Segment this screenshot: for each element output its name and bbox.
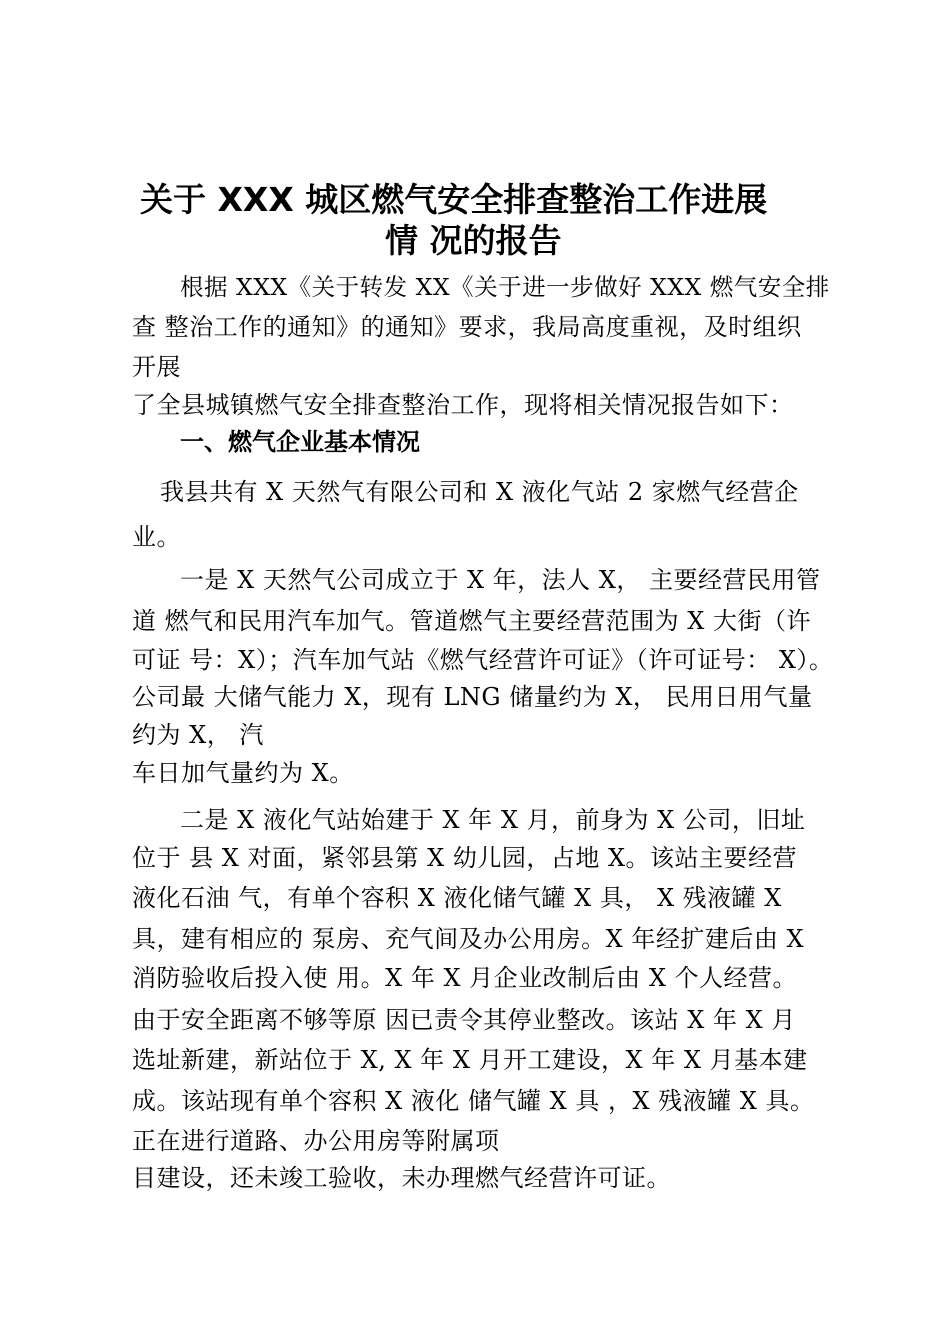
paragraph-4-line-7: 选址新建，新站位于 X, X 年 X 月开工建设，X 年 X 月基本建 [132, 1046, 808, 1074]
paragraph-1-line-4: 了全县城镇燃气安全排查整治工作，现将相关情况报告如下： [132, 391, 794, 419]
paragraph-1-line-3: 开展 [132, 353, 181, 381]
paragraph-2-line-2: 业。 [132, 523, 181, 551]
paragraph-2-line-1: 我县共有 X 天然气有限公司和 X 液化气站 2 家燃气经营企 [160, 478, 799, 506]
paragraph-4-line-8: 成。该站现有单个容积 X 液化 储气罐 X 具 ，X 残液罐 X 具。 [132, 1087, 815, 1115]
paragraph-3-line-6: 车日加气量约为 X。 [132, 759, 354, 787]
paragraph-4-line-9: 正在进行道路、办公用房等附属项 [132, 1127, 500, 1155]
section-heading: 一、燃气企业基本情况 [180, 428, 420, 456]
paragraph-3-line-5: 约为 X， 汽 [132, 721, 264, 749]
paragraph-4-line-10: 目建设，还未竣工验收，未办理燃气经营许可证。 [132, 1164, 671, 1192]
paragraph-4-line-3: 液化石油 气，有单个容积 X 液化储气罐 X 具， X 残液罐 X [132, 884, 782, 912]
paragraph-3-line-2: 道 燃气和民用汽车加气。管道燃气主要经营范围为 X 大街（许 [132, 607, 811, 635]
paragraph-4-line-2: 位于 县 X 对面，紧邻县第 X 幼儿园，占地 X。该站主要经营 [132, 844, 798, 872]
paragraph-1-line-2: 查 整治工作的通知》的通知》要求，我局高度重视，及时组织 [132, 313, 802, 341]
paragraph-4-line-1: 二是 X 液化气站始建于 X 年 X 月，前身为 X 公司，旧址 [180, 806, 806, 834]
document-page: 关于 XXX 城区燃气安全排查整治工作进展 情 况的报告 根据 XXX《关于转发 XX《关于进一步做好 XXX 燃气安全排 查 整治工作的通知》的通知》要求，我局高度重视，及时组织 开展 了全县城镇燃气安全排查整治工作，现将相关情况报告如下： 一、燃气企业基本情况 我县共有 X 天然气有限公司和 X 液化气站 2 家燃气经营企 业。 一是 X 天然气公司成立于 X 年，法人 X， 主要经营民用管 道 燃气和民用汽车加气。管道燃气主要经营范围为 X 大街（许 可证 号：X）；汽车加气站《燃气经营许可证》（许可证号： X）。 公司最 大储气能力 X，现有 LNG 储量约为 X， 民用日用气量 约为 X， 汽 车日加气量约为 X。 二是 X 液化气站始建于 X 年 X 月，前身为 X 公司，旧址 位于 县 X 对面，紧邻县第 X 幼儿园，占地 X。该站主要经营 液化石油 气，有单个容积 X 液化储气罐 X 具， X 残液罐 X 具，建有相应的 泵房、充气间及办公用房。X 年经扩建后由 X 消防验收后投入使 用。X 年 X 月企业改制后由 X 个人经营。 由于安全距离不够等原 因已责令其停业整改。该站 X 年 X 月 选址新建，新站位于 X, X 年 X 月开工建设，X 年 X 月基本建 成。该站现有单个容积 X 液化 储气罐 X 具 ，X 残液罐 X 具。 正在进行道路、办公用房等附属项 目建设，还未竣工验收，未办理燃气经营许可证。 [0, 0, 950, 1344]
paragraph-3-line-1: 一是 X 天然气公司成立于 X 年，法人 X， 主要经营民用管 [180, 566, 821, 594]
paragraph-3-line-4: 公司最 大储气能力 X，现有 LNG 储量约为 X， 民用日用气量 [132, 683, 813, 711]
paragraph-3-line-3: 可证 号：X）；汽车加气站《燃气经营许可证》（许可证号： X）。 [132, 646, 834, 674]
paragraph-4-line-4: 具，建有相应的 泵房、充气间及办公用房。X 年经扩建后由 X [132, 925, 805, 953]
paragraph-4-line-5: 消防验收后投入使 用。X 年 X 月企业改制后由 X 个人经营。 [132, 964, 798, 992]
paragraph-1-line-1: 根据 XXX《关于转发 XX《关于进一步做好 XXX 燃气安全排 [180, 273, 830, 301]
paragraph-4-line-6: 由于安全距离不够等原 因已责令其停业整改。该站 X 年 X 月 [132, 1006, 796, 1034]
